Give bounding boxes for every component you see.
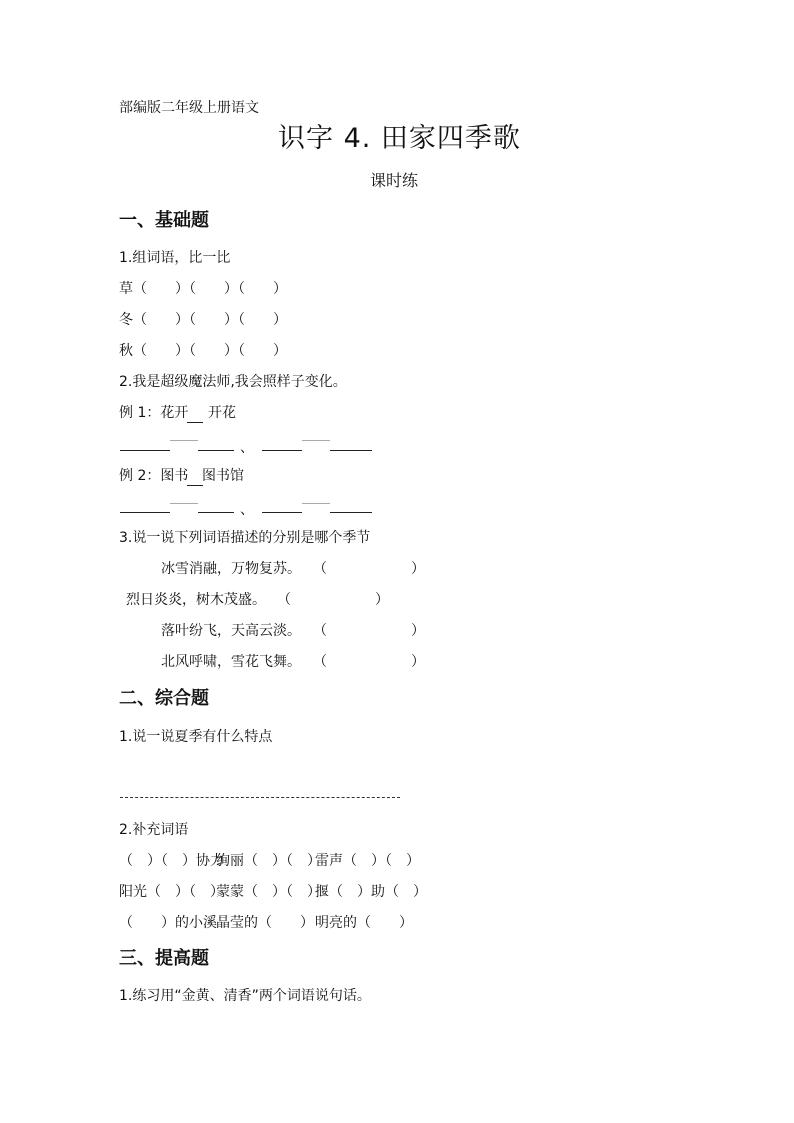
separator: 、	[240, 502, 254, 518]
answer-arrow-line	[170, 440, 198, 441]
answer-blank[interactable]	[120, 512, 170, 513]
example-2-arrow-line	[187, 485, 203, 486]
example-2-result: 图书馆	[202, 468, 244, 484]
section-heading-advanced: 三、提高题	[119, 948, 209, 969]
example-1-source: 例 1：花开	[119, 405, 189, 421]
section-heading-basic: 一、基础题	[119, 210, 209, 231]
season-phrase-2: 烈日炎炎，树木茂盛。	[126, 592, 266, 608]
fill-word-2-1[interactable]: 阳光（ ）（ ）	[119, 884, 224, 900]
season-phrase-1: 冰雪消融，万物复苏。	[161, 561, 301, 577]
answer-blank[interactable]	[330, 512, 372, 513]
question-1-prompt: 1.组词语，比一比	[119, 250, 231, 266]
answer-arrow-line	[302, 440, 330, 441]
answer-blank[interactable]	[198, 512, 234, 513]
page-title: 识字 4. 田家四季歌	[278, 123, 521, 154]
fill-word-2-2[interactable]: 蒙蒙（ ）（ ）	[216, 884, 321, 900]
season-phrase-4: 北风呼啸，雪花飞舞。	[161, 654, 301, 670]
season-answer-2[interactable]: （ ）	[277, 592, 389, 608]
section-heading-comprehensive: 二、综合题	[119, 688, 209, 709]
fill-word-3-3[interactable]: 明亮的（ ）	[315, 915, 413, 931]
fill-word-3-1[interactable]: （ ）的小溪	[119, 915, 217, 931]
example-2-source: 例 2：图书	[119, 468, 189, 484]
summer-question-prompt: 1.说一说夏季有什么特点	[119, 729, 273, 745]
answer-arrow-line	[302, 503, 330, 504]
season-answer-1[interactable]: （ ）	[313, 561, 425, 577]
fill-word-2-3[interactable]: 揠（ ）助（ ）	[315, 884, 427, 900]
fill-word-3-2[interactable]: 晶莹的（ ）	[216, 915, 314, 931]
answer-blank[interactable]	[262, 450, 302, 451]
season-answer-4[interactable]: （ ）	[313, 654, 425, 670]
fill-words-prompt: 2.补充词语	[119, 822, 189, 838]
answer-blank[interactable]	[198, 450, 234, 451]
sentence-practice-prompt: 1.练习用“金黄、清香”两个词语说句话。	[119, 988, 371, 1004]
fill-word-1-2[interactable]: 绚丽（ ）（ ）	[216, 853, 321, 869]
fill-word-1-3[interactable]: 雷声（ ）（ ）	[315, 853, 420, 869]
separator: 、	[240, 440, 254, 456]
season-answer-3[interactable]: （ ）	[313, 623, 425, 639]
answer-blank[interactable]	[330, 450, 372, 451]
word-group-row-2: 冬（ ）（ ）（ ）	[119, 312, 287, 328]
answer-blank[interactable]	[262, 512, 302, 513]
season-phrase-3: 落叶纷飞，天高云淡。	[161, 623, 301, 639]
word-group-row-3: 秋（ ）（ ）（ ）	[119, 343, 287, 359]
answer-line[interactable]	[120, 797, 400, 798]
example-1-arrow-line	[187, 422, 203, 423]
fill-word-1-1[interactable]: （ ）（ ）协力	[119, 853, 224, 869]
question-2-prompt: 2.我是超级魔法师,我会照样子变化。	[119, 374, 347, 390]
page-subtitle: 课时练	[370, 171, 419, 190]
answer-arrow-line	[170, 503, 198, 504]
example-1-result: 开花	[208, 405, 236, 421]
answer-blank[interactable]	[120, 450, 170, 451]
word-group-row-1: 草（ ）（ ）（ ）	[119, 281, 287, 297]
series-label: 部编版二年级上册语文	[119, 100, 259, 116]
question-3-prompt: 3.说一说下列词语描述的分别是哪个季节	[119, 530, 371, 546]
